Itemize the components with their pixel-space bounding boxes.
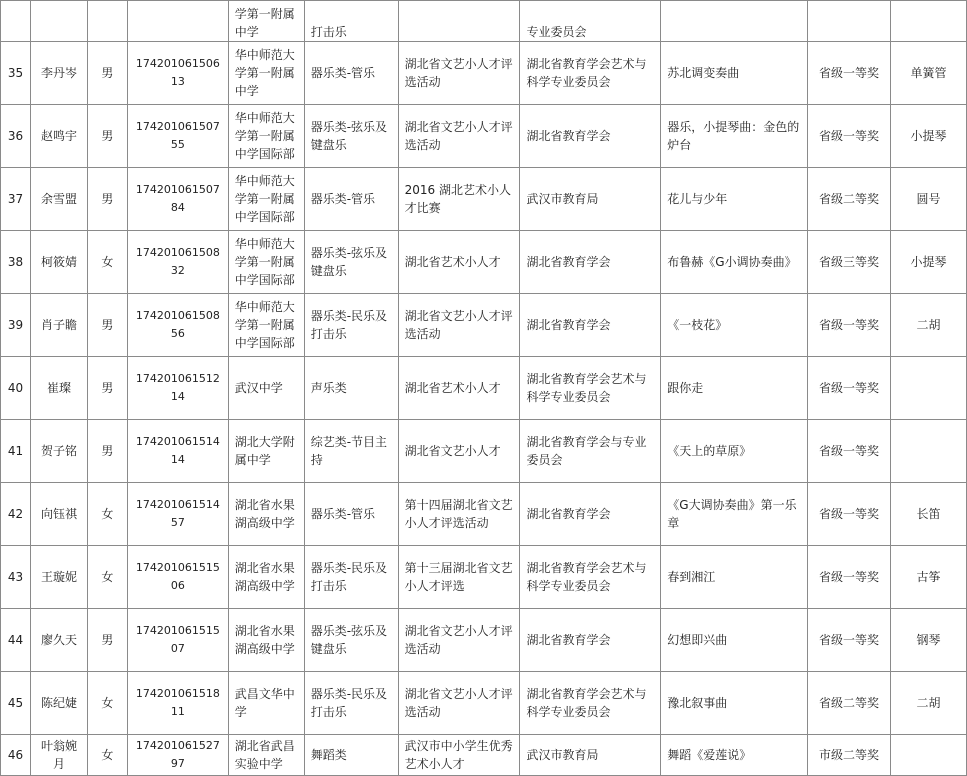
cell-instrument: 长笛 bbox=[891, 483, 967, 546]
cell-instrument: 钢琴 bbox=[891, 609, 967, 672]
cell-school: 华中师范大学第一附属中学国际部 bbox=[228, 231, 304, 294]
cell-category: 器乐类-管乐 bbox=[304, 168, 398, 231]
cell-award: 省级一等奖 bbox=[808, 483, 891, 546]
cell-organizer: 湖北省教育学会 bbox=[520, 105, 661, 168]
cell-activity: 2016 湖北艺术小人才比赛 bbox=[398, 168, 520, 231]
cell-school: 学第一附属中学 bbox=[228, 1, 304, 42]
table-row bbox=[1, 231, 967, 294]
cell-category: 器乐类-弦乐及键盘乐 bbox=[304, 105, 398, 168]
cell-student-id: 17420106151457 bbox=[127, 483, 228, 546]
cell-number: 35 bbox=[1, 42, 31, 105]
cell-gender: 女 bbox=[87, 672, 127, 735]
cell-name: 肖子瞻 bbox=[30, 294, 87, 357]
cell-instrument: 古筝 bbox=[891, 546, 967, 609]
cell-organizer: 专业委员会 bbox=[520, 1, 661, 42]
cell-gender: 男 bbox=[87, 105, 127, 168]
cell-instrument bbox=[891, 1, 967, 42]
cell-school: 湖北省武昌实验中学 bbox=[228, 735, 304, 776]
cell-number: 40 bbox=[1, 357, 31, 420]
cell-activity: 湖北省文艺小人才评选活动 bbox=[398, 609, 520, 672]
cell-work: 幻想即兴曲 bbox=[661, 609, 808, 672]
table-row bbox=[1, 42, 967, 105]
cell-award: 省级二等奖 bbox=[808, 168, 891, 231]
cell-student-id: 17420106150755 bbox=[127, 105, 228, 168]
cell-number: 41 bbox=[1, 420, 31, 483]
cell-gender: 男 bbox=[87, 357, 127, 420]
cell-work: 器乐，小提琴曲：金色的炉台 bbox=[661, 105, 808, 168]
cell-category: 器乐类-管乐 bbox=[304, 483, 398, 546]
cell-work: 跟你走 bbox=[661, 357, 808, 420]
cell-school: 华中师范大学第一附属中学国际部 bbox=[228, 105, 304, 168]
cell-instrument: 二胡 bbox=[891, 294, 967, 357]
cell-gender: 男 bbox=[87, 294, 127, 357]
cell-name: 余雪盟 bbox=[30, 168, 87, 231]
cell-category: 器乐类-民乐及打击乐 bbox=[304, 672, 398, 735]
cell-activity: 第十三届湖北省文艺小人才评选 bbox=[398, 546, 520, 609]
cell-gender: 男 bbox=[87, 609, 127, 672]
cell-student-id: 17420106150832 bbox=[127, 231, 228, 294]
cell-name: 向钰祺 bbox=[30, 483, 87, 546]
table-row bbox=[1, 294, 967, 357]
cell-school: 武昌文华中学 bbox=[228, 672, 304, 735]
cell-instrument: 单簧管 bbox=[891, 42, 967, 105]
table-row bbox=[1, 420, 967, 483]
cell-name: 赵鸣宇 bbox=[30, 105, 87, 168]
cell-instrument bbox=[891, 357, 967, 420]
table-row bbox=[1, 672, 967, 735]
cell-organizer: 湖北省教育学会 bbox=[520, 294, 661, 357]
cell-award: 市级二等奖 bbox=[808, 735, 891, 776]
cell-instrument bbox=[891, 735, 967, 776]
cell-student-id: 17420106151506 bbox=[127, 546, 228, 609]
cell-number: 36 bbox=[1, 105, 31, 168]
table-row bbox=[1, 735, 967, 776]
cell-activity: 湖北省文艺小人才评选活动 bbox=[398, 42, 520, 105]
cell-organizer: 湖北省教育学会 bbox=[520, 231, 661, 294]
cell-student-id: 17420106151214 bbox=[127, 357, 228, 420]
cell-work: 花儿与少年 bbox=[661, 168, 808, 231]
cell-category: 器乐类-民乐及打击乐 bbox=[304, 294, 398, 357]
cell-award: 省级一等奖 bbox=[808, 42, 891, 105]
cell-award: 省级一等奖 bbox=[808, 294, 891, 357]
cell-school: 华中师范大学第一附属中学国际部 bbox=[228, 294, 304, 357]
cell-name: 叶翁婉月 bbox=[30, 735, 87, 776]
cell-award: 省级一等奖 bbox=[808, 357, 891, 420]
cell-number: 44 bbox=[1, 609, 31, 672]
cell-category: 器乐类-弦乐及键盘乐 bbox=[304, 231, 398, 294]
cell-student-id: 17420106152797 bbox=[127, 735, 228, 776]
cell-activity: 湖北省艺术小人才 bbox=[398, 357, 520, 420]
cell-student-id: 17420106150613 bbox=[127, 42, 228, 105]
cell-school: 华中师范大学第一附属中学国际部 bbox=[228, 168, 304, 231]
cell-number: 46 bbox=[1, 735, 31, 776]
cell-award: 省级三等奖 bbox=[808, 231, 891, 294]
cell-name: 廖久天 bbox=[30, 609, 87, 672]
cell-gender: 男 bbox=[87, 42, 127, 105]
cell-organizer: 湖北省教育学会 bbox=[520, 483, 661, 546]
cell-category: 器乐类-管乐 bbox=[304, 42, 398, 105]
cell-work: 舞蹈《爱莲说》 bbox=[661, 735, 808, 776]
table-row bbox=[1, 357, 967, 420]
cell-number: 39 bbox=[1, 294, 31, 357]
cell-activity: 湖北省文艺小人才评选活动 bbox=[398, 105, 520, 168]
cell-school: 湖北省水果湖高级中学 bbox=[228, 609, 304, 672]
cell-student-id: 17420106151507 bbox=[127, 609, 228, 672]
cell-organizer: 湖北省教育学会 bbox=[520, 609, 661, 672]
cell-work: 《天上的草原》 bbox=[661, 420, 808, 483]
cell-work: 豫北叙事曲 bbox=[661, 672, 808, 735]
cell-organizer: 武汉市教育局 bbox=[520, 168, 661, 231]
cell-activity: 湖北省文艺小人才评选活动 bbox=[398, 294, 520, 357]
cell-instrument: 小提琴 bbox=[891, 231, 967, 294]
cell-organizer: 武汉市教育局 bbox=[520, 735, 661, 776]
cell-category: 器乐类-弦乐及键盘乐 bbox=[304, 609, 398, 672]
cell-instrument bbox=[891, 420, 967, 483]
cell-student-id bbox=[127, 1, 228, 42]
table-row bbox=[1, 609, 967, 672]
cell-number: 37 bbox=[1, 168, 31, 231]
cell-award: 省级一等奖 bbox=[808, 546, 891, 609]
cell-award: 省级一等奖 bbox=[808, 420, 891, 483]
cell-school: 湖北大学附属中学 bbox=[228, 420, 304, 483]
cell-gender: 男 bbox=[87, 168, 127, 231]
cell-category: 综艺类-节目主持 bbox=[304, 420, 398, 483]
cell-gender: 女 bbox=[87, 231, 127, 294]
cell-name: 李丹岑 bbox=[30, 42, 87, 105]
cell-work bbox=[661, 1, 808, 42]
cell-gender bbox=[87, 1, 127, 42]
table-row bbox=[1, 105, 967, 168]
cell-activity: 湖北省艺术小人才 bbox=[398, 231, 520, 294]
cell-student-id: 17420106151811 bbox=[127, 672, 228, 735]
cell-number: 38 bbox=[1, 231, 31, 294]
cell-award: 省级二等奖 bbox=[808, 672, 891, 735]
cell-name: 崔璨 bbox=[30, 357, 87, 420]
cell-gender: 男 bbox=[87, 420, 127, 483]
cell-organizer: 湖北省教育学会艺术与科学专业委员会 bbox=[520, 672, 661, 735]
cell-award: 省级一等奖 bbox=[808, 609, 891, 672]
cell-name bbox=[30, 1, 87, 42]
cell-organizer: 湖北省教育学会艺术与科学专业委员会 bbox=[520, 546, 661, 609]
cell-award: 省级一等奖 bbox=[808, 105, 891, 168]
cell-activity: 武汉市中小学生优秀艺术小人才 bbox=[398, 735, 520, 776]
cell-name: 王璇妮 bbox=[30, 546, 87, 609]
cell-gender: 女 bbox=[87, 735, 127, 776]
cell-school: 武汉中学 bbox=[228, 357, 304, 420]
cell-category: 舞蹈类 bbox=[304, 735, 398, 776]
cell-work: 苏北调变奏曲 bbox=[661, 42, 808, 105]
cell-work: 春到湘江 bbox=[661, 546, 808, 609]
cell-category: 声乐类 bbox=[304, 357, 398, 420]
cell-number: 43 bbox=[1, 546, 31, 609]
cell-school: 华中师范大学第一附属中学 bbox=[228, 42, 304, 105]
cell-student-id: 17420106150784 bbox=[127, 168, 228, 231]
cell-student-id: 17420106151414 bbox=[127, 420, 228, 483]
cell-instrument: 圆号 bbox=[891, 168, 967, 231]
cell-activity: 湖北省文艺小人才 bbox=[398, 420, 520, 483]
cell-gender: 女 bbox=[87, 546, 127, 609]
cell-work: 《G大调协奏曲》第一乐章 bbox=[661, 483, 808, 546]
cell-name: 柯筱婧 bbox=[30, 231, 87, 294]
cell-organizer: 湖北省教育学会艺术与科学专业委员会 bbox=[520, 357, 661, 420]
cell-number: 42 bbox=[1, 483, 31, 546]
cell-organizer: 湖北省教育学会与专业委员会 bbox=[520, 420, 661, 483]
cell-name: 陈纪婕 bbox=[30, 672, 87, 735]
cell-gender: 女 bbox=[87, 483, 127, 546]
cell-instrument: 二胡 bbox=[891, 672, 967, 735]
cell-student-id: 17420106150856 bbox=[127, 294, 228, 357]
cell-name: 贺子铭 bbox=[30, 420, 87, 483]
cell-activity bbox=[398, 1, 520, 42]
cell-work: 《一枝花》 bbox=[661, 294, 808, 357]
cell-award bbox=[808, 1, 891, 42]
cell-work: 布鲁赫《G小调协奏曲》 bbox=[661, 231, 808, 294]
cell-instrument: 小提琴 bbox=[891, 105, 967, 168]
cell-number bbox=[1, 1, 31, 42]
cell-number: 45 bbox=[1, 672, 31, 735]
cell-school: 湖北省水果湖高级中学 bbox=[228, 546, 304, 609]
cell-category: 器乐类-民乐及打击乐 bbox=[304, 546, 398, 609]
table-row bbox=[1, 483, 967, 546]
table-row bbox=[1, 168, 967, 231]
table-row bbox=[1, 1, 967, 42]
cell-activity: 第十四届湖北省文艺小人才评选活动 bbox=[398, 483, 520, 546]
table-row bbox=[1, 546, 967, 609]
cell-school: 湖北省水果湖高级中学 bbox=[228, 483, 304, 546]
cell-activity: 湖北省文艺小人才评选活动 bbox=[398, 672, 520, 735]
cell-organizer: 湖北省教育学会艺术与科学专业委员会 bbox=[520, 42, 661, 105]
cell-category: 打击乐 bbox=[304, 1, 398, 42]
